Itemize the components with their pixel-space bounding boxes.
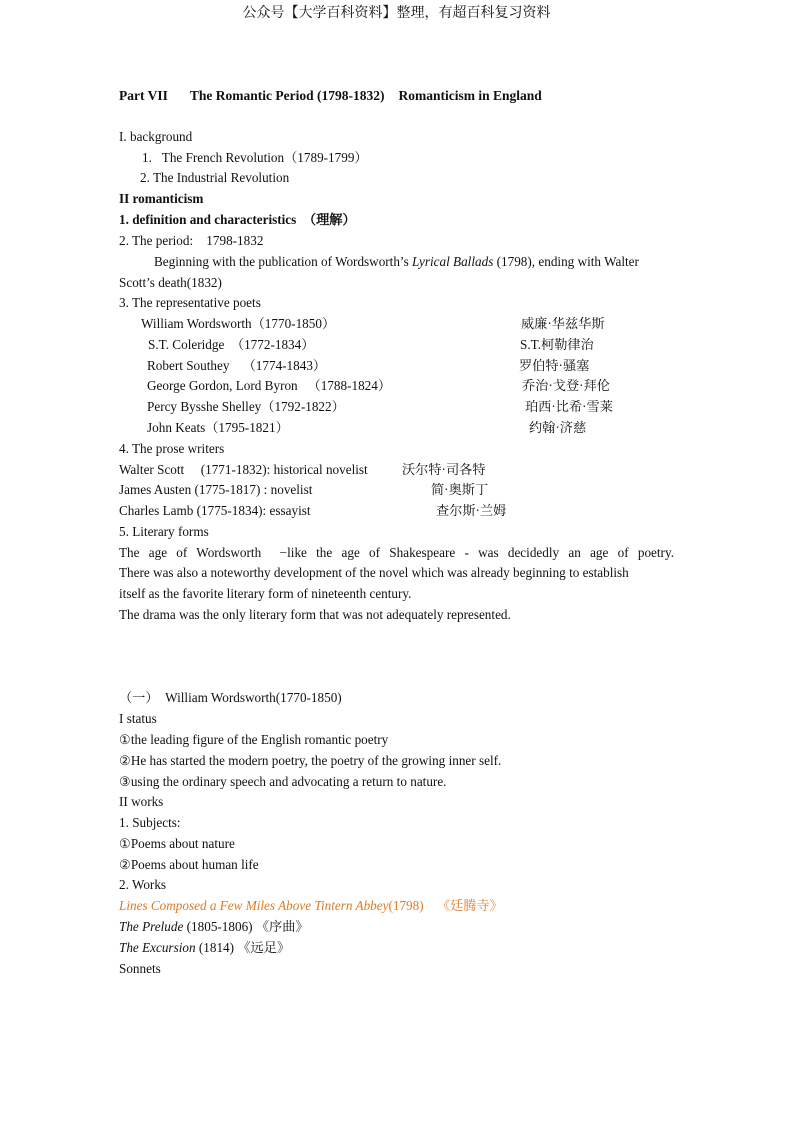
prose-heading: 4. The prose writers <box>119 441 225 456</box>
wordsworth-heading: （一） William Wordsworth(1770-1850) <box>119 690 342 705</box>
literary-forms-text: The age of Wordsworth −like the age of Shakespeare - was decidedly an age of poetry. <box>119 545 674 560</box>
title-topic: Romanticism in England <box>398 88 542 103</box>
subject-item: ②Poems about human life <box>119 857 259 872</box>
prose-writer-zh: 简·奥斯丁 <box>431 482 489 497</box>
poet-name-zh: 乔治·戈登·拜伦 <box>522 378 610 393</box>
poet-name: Percy Bysshe Shelley（1792-1822） <box>147 399 345 414</box>
literary-forms-heading: 5. Literary forms <box>119 524 209 539</box>
work-tintern-abbey <box>119 898 503 914</box>
work-excursion <box>119 940 290 956</box>
title-part: Part VII <box>119 88 168 103</box>
literary-forms-text: There was also a noteworthy development of the novel which was already beginning to establish <box>119 565 629 580</box>
subject-item: ①Poems about nature <box>119 836 235 851</box>
work-sonnets: Sonnets <box>119 961 161 976</box>
poet-name-zh: 罗伯特·骚塞 <box>519 358 590 373</box>
poet-name: George Gordon, Lord Byron （1788-1824） <box>147 378 392 393</box>
poet-name-zh: 珀西·比希·雪莱 <box>525 399 613 414</box>
work-title: The Excursion <box>119 940 196 955</box>
status-item: ③using the ordinary speech and advocating a return to nature. <box>119 774 447 789</box>
work-prelude <box>119 919 309 935</box>
work-year: (1805-1806) 《序曲》 <box>183 919 309 934</box>
subjects-heading: 1. Subjects: <box>119 815 181 830</box>
prose-writer: James Austen (1775-1817) : novelist <box>119 482 313 497</box>
period-text-a: Beginning with the publication of Wordsworth’s <box>154 254 413 269</box>
status-heading: I status <box>119 711 157 726</box>
period-text-b: (1798), ending with Walter <box>493 254 639 269</box>
background-heading: I. background <box>119 129 193 144</box>
page-header: 公众号【大学百科资料】整理，有超百科复习资料 <box>242 6 551 21</box>
romanticism-heading: II romanticism <box>119 191 204 206</box>
status-item: ①the leading figure of the English romantic poetry <box>119 732 389 747</box>
period-text-c: Scott’s death(1832) <box>119 275 222 290</box>
work-title: The Prelude <box>119 919 184 934</box>
definition-heading: 1. definition and characteristics （理解） <box>119 212 356 227</box>
poet-name-zh: S.T.柯勒律治 <box>520 337 594 352</box>
prose-writer-zh: 查尔斯·兰姆 <box>436 503 507 518</box>
poet-name: John Keats（1795-1821） <box>147 420 289 435</box>
works-heading: II works <box>119 794 164 809</box>
background-item: 2. The Industrial Revolution <box>140 170 290 185</box>
poet-name-zh: 约翰·济慈 <box>529 420 587 435</box>
work-year: (1814) 《远足》 <box>195 940 291 955</box>
literary-forms-text: itself as the favorite literary form of nineteenth century. <box>119 586 412 601</box>
title-period: The Romantic Period (1798-1832) <box>189 88 385 103</box>
period-line: 2. The period: 1798-1832 <box>119 233 264 248</box>
prose-writer-zh: 沃尔特·司各特 <box>402 462 486 477</box>
lyrical-ballads-title: Lyrical Ballads <box>412 254 494 269</box>
poet-name-zh: 威廉·华兹华斯 <box>521 316 605 331</box>
poet-name: William Wordsworth（1770-1850） <box>141 316 336 331</box>
page-title <box>119 88 542 104</box>
background-item: 1. The French Revolution（1789-1799） <box>142 150 368 165</box>
prose-writer: Charles Lamb (1775-1834): essayist <box>119 503 311 518</box>
status-item: ②He has started the modern poetry, the poetry of the growing inner self. <box>119 753 502 768</box>
works-subheading: 2. Works <box>119 877 167 892</box>
poet-name: Robert Southey （1774-1843） <box>147 358 327 373</box>
literary-forms-text: The drama was the only literary form that was not adequately represented. <box>119 607 511 622</box>
poet-name: S.T. Coleridge （1772-1834） <box>148 337 315 352</box>
work-year: (1798) 《廷腾寺》 <box>388 898 503 913</box>
poets-heading: 3. The representative poets <box>119 295 261 310</box>
work-title: Lines Composed a Few Miles Above Tintern Abbey <box>119 898 389 913</box>
prose-writer: Walter Scott (1771-1832): historical novelist <box>119 462 368 477</box>
period-text <box>154 254 639 270</box>
